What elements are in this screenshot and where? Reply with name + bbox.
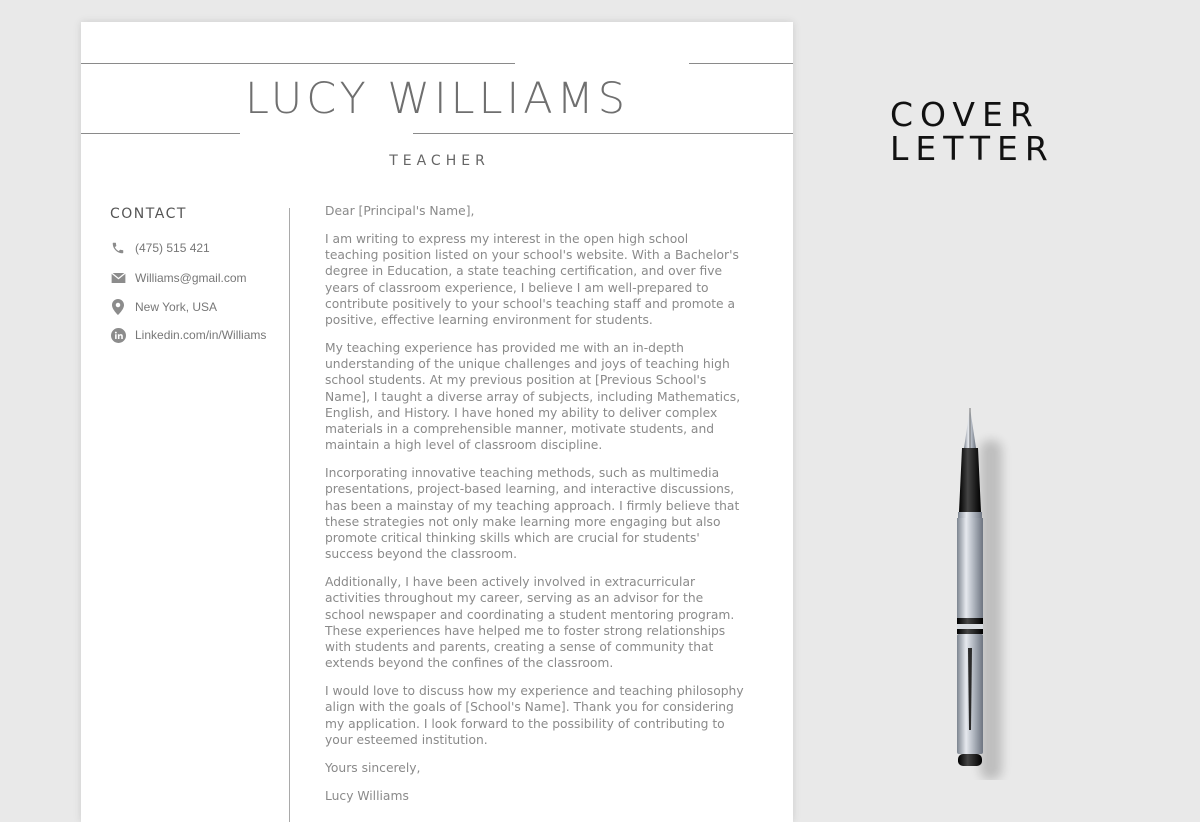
cover-letter-title [890, 95, 1055, 168]
candidate-name: LUCY WILLIAMS [244, 74, 630, 124]
phone-icon [110, 240, 126, 256]
cover-title-line1: COVER [890, 95, 1040, 134]
letter-paragraph: Incorporating innovative teaching methods, such as multimedia presentations, project-based learning, and interactive discussions, has been a mainstay of my teaching approach. I firmly believe that these strategies not only make learning more engaging but also promote critical thinking skills which are crucial for students' success beyond the classroom. [325, 466, 740, 562]
location-pin-icon [110, 299, 126, 315]
header-rule-top-left [81, 63, 515, 64]
header-rule-top-right [689, 63, 793, 64]
fountain-pen-image [938, 400, 1018, 780]
contact-linkedin-text: Linkedin.com/in/Williams [135, 328, 267, 342]
contact-phone [110, 238, 210, 258]
letter-salutation: Dear [Principal's Name], [325, 204, 475, 218]
column-divider [289, 208, 290, 822]
cover-letter-page [81, 22, 793, 822]
cover-title-line2: LETTER [890, 129, 1055, 168]
contact-location-text: New York, USA [135, 300, 218, 314]
letter-body [325, 203, 745, 816]
mail-icon [110, 270, 126, 286]
letter-paragraph: I would love to discuss how my experience and teaching philosophy align with the goals of [School's Name]. Thank you for considering my application. I look forward to the possibility of contributing to your esteemed institution. [325, 684, 744, 747]
contact-location [110, 297, 217, 317]
contact-heading: CONTACT [110, 206, 187, 222]
contact-email-text: Williams@gmail.com [135, 271, 247, 285]
letter-closing: Yours sincerely, [325, 760, 421, 775]
candidate-title: TEACHER [389, 153, 490, 169]
header-rule-bottom-right [413, 133, 793, 134]
contact-email [110, 268, 247, 288]
linkedin-icon [110, 327, 126, 343]
header-rule-bottom-left [81, 133, 240, 134]
letter-paragraph: My teaching experience has provided me with an in-depth understanding of the unique challenges and joys of teaching high school students. At my previous position at [Previous School's Name], I taught a diverse array of subjects, including Mathematics, English, and History. I have honed my ability to deliver complex materials in a comprehensible manner, motivate students, and maintain a high level of classroom discipline. [325, 341, 741, 453]
contact-phone-text: (475) 515 421 [135, 241, 210, 255]
letter-signature: Lucy Williams [325, 788, 409, 803]
contact-linkedin [110, 325, 266, 345]
letter-paragraph: Additionally, I have been actively involved in extracurricular activities throughout my career, serving as an advisor for the school newspaper and coordinating a student mentoring program. These experiences have helped me to foster strong relationships with students and parents, creating a sense of community that extends beyond the confines of the classroom. [325, 575, 735, 671]
letter-paragraph: I am writing to express my interest in the open high school teaching position listed on your school's website. With a Bachelor's degree in Education, a state teaching certification, and over five years of classroom experience, I believe I am well-prepared to contribute positively to your school's teaching staff and promote a positive, effective learning environment for students. [325, 232, 739, 328]
